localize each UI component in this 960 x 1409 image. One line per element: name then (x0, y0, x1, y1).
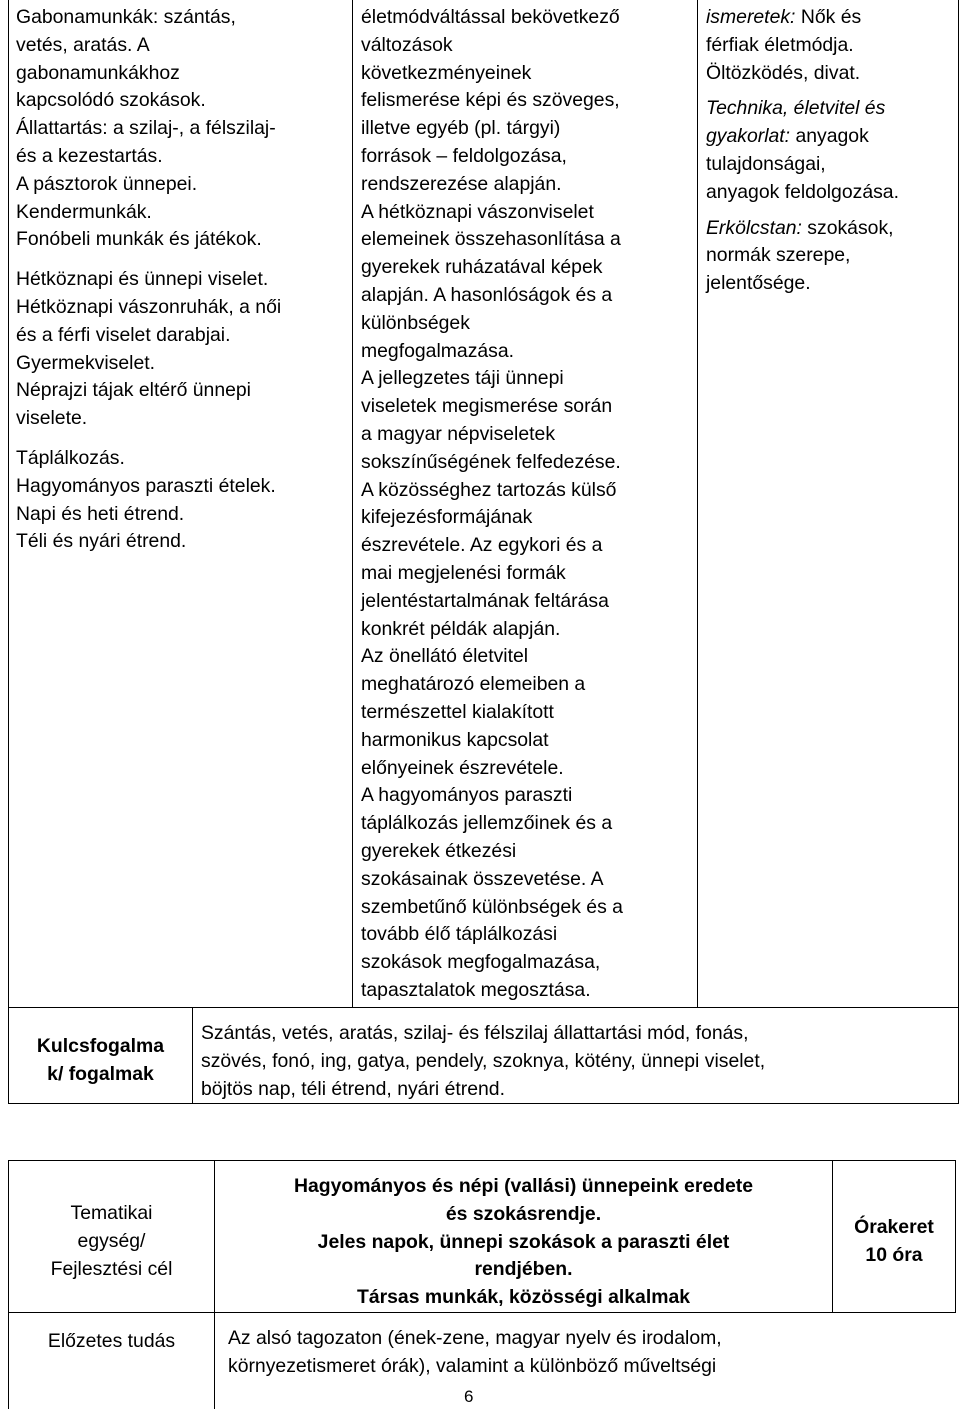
text-line: tulajdonságai, (706, 152, 826, 175)
unit-title (215, 1173, 832, 1312)
text-line: Fejlesztési cél (50, 1257, 173, 1280)
hours-value: 10 óra (865, 1243, 923, 1266)
text-line: férfiak életmódja. (706, 33, 854, 56)
table-border (955, 1160, 956, 1312)
key-concepts-label (9, 1033, 192, 1089)
text-line: környezetismeret órák), valamint a különböző műveltségi (228, 1354, 717, 1377)
text-line: Hagyományos és népi (vallási) ünnepeink eredete (293, 1175, 754, 1197)
text-line: sokszínűségének felfedezése. (361, 450, 621, 473)
text-line: viselete. (16, 407, 88, 430)
subject-label: Erkölcstan: (706, 216, 802, 239)
content-column-2 (361, 4, 695, 1005)
prior-knowledge-text (228, 1325, 954, 1381)
text-line: Hétköznapi és ünnepi viselet. (16, 268, 269, 291)
table-border (697, 0, 698, 1007)
text-line: k/ fogalmak (47, 1062, 154, 1085)
text-line: konkrét példák alapján. (361, 617, 561, 640)
text-line: mai megjelenési formák (361, 561, 566, 584)
text-line: észrevétele. Az egykori és a (361, 534, 603, 557)
text-fragment: szokások, (801, 216, 894, 239)
text-line: változások (361, 33, 453, 56)
text-line: gyerekek étkezési (361, 839, 517, 862)
text-line: elemeinek összehasonlítása a (361, 228, 621, 251)
text-line: A közösséghez tartozás külső (361, 478, 617, 501)
page-number: 6 (464, 1387, 474, 1406)
subject-label: gyakorlat: (706, 125, 791, 148)
text-fragment: Nők és (795, 6, 862, 28)
text-line: kapcsolódó szokások. (16, 89, 206, 112)
subject-label: Technika, életvitel és (706, 97, 886, 120)
table-border (958, 0, 959, 1104)
table-border (8, 0, 9, 1104)
content-column-3 (706, 4, 956, 298)
text-line: egység/ (77, 1229, 146, 1252)
text-line: Napi és heti étrend. (16, 502, 185, 525)
text-line: alapján. A hasonlóságok és a (361, 283, 613, 306)
text-line: Társas munkák, közösségi alkalmak (356, 1286, 691, 1309)
text-line: jelentéstartalmának feltárása (361, 589, 609, 612)
prior-knowledge-label (9, 1328, 214, 1356)
text-line: szembetűnő különbségek és a (361, 895, 623, 918)
nutrition-topics (16, 445, 350, 556)
text-line: következményeinek (361, 61, 532, 84)
text-line: szövés, fonó, ing, gatya, pendely, szoknya, kötény, ünnepi viselet, (201, 1049, 766, 1072)
text-line: tapasztalatok megosztása. (361, 978, 591, 1001)
text-line: illetve egyéb (pl. tárgyi) (361, 117, 561, 140)
text-line: Néprajzi tájak eltérő ünnepi (16, 379, 251, 402)
text-line: a magyar népviseletek (361, 422, 556, 445)
text-line: Állattartás: a szilaj-, a félszilaj- (16, 117, 276, 140)
text-line: meghatározó elemeiben a (361, 673, 586, 696)
clothing-topics (16, 266, 350, 433)
text-line: vetés, aratás. A (16, 33, 150, 56)
text-line: táplálkozás jellemzőinek és a (361, 812, 613, 835)
text-line: szokásainak összevetése. A (361, 867, 604, 890)
table-border (8, 1312, 956, 1313)
text-line: megfogalmazása. (361, 339, 515, 362)
text-line: szokások megfogalmazása, (361, 951, 601, 974)
text-line: böjtös nap, téli étrend, nyári étrend. (201, 1077, 505, 1100)
connection-ethnography (706, 4, 956, 87)
text-line: Öltözködés, divat. (706, 61, 861, 84)
text-line: Az alsó tagozaton (ének-zene, magyar nyelv és irodalom, (228, 1327, 722, 1349)
text-line: Hagyományos paraszti ételek. (16, 474, 276, 497)
text-line: A pásztorok ünnepei. (16, 172, 198, 195)
text-line: A jellegzetes táji ünnepi (361, 367, 564, 390)
text-line: Tematikai (70, 1202, 153, 1224)
agriculture-topics (16, 4, 350, 254)
text-line: különbségek (361, 311, 470, 334)
text-line: Gyermekviselet. (16, 351, 156, 374)
text-line: A hétköznapi vászonviselet (361, 200, 594, 223)
connection-ethics (706, 215, 956, 298)
text-line: természettel kialakított (361, 700, 554, 723)
text-line: normák szerepe, (706, 244, 851, 267)
key-concepts-text (201, 1020, 957, 1103)
text-line: Jeles napok, ünnepi szokások a paraszti élet (317, 1230, 730, 1253)
text-line: és szokásrendje. (445, 1202, 602, 1225)
text-line: tovább élő táplálkozási (361, 923, 558, 946)
text-line: és a férfi viselet darabjai. (16, 323, 231, 346)
text-line: Táplálkozás. (16, 446, 125, 469)
subject-label: ismeretek: (706, 6, 796, 28)
text-line: anyagok feldolgozása. (706, 180, 899, 203)
text-line: jelentősége. (706, 272, 811, 295)
hours-label: Órakeret (854, 1216, 934, 1238)
hours-frame (833, 1214, 955, 1270)
text-line: Fonóbeli munkák és játékok. (16, 228, 262, 251)
text-line: Szántás, vetés, aratás, szilaj- és félszilaj állattartási mód, fonás, (201, 1022, 749, 1044)
text-line: és a kezestartás. (16, 144, 163, 167)
text-line: viseletek megismerése során (361, 395, 613, 418)
content-column-1 (16, 4, 350, 556)
text-line: Téli és nyári étrend. (16, 530, 187, 553)
text-line: felismerése képi és szöveges, (361, 89, 620, 112)
text-line: Kendermunkák. (16, 200, 152, 223)
text-line: előnyeinek észrevétele. (361, 756, 564, 779)
table-border (352, 0, 353, 1007)
table-border (8, 1160, 9, 1409)
unit-label (9, 1200, 214, 1283)
table-border (8, 1007, 959, 1008)
text-line: Hétköznapi vászonruhák, a női (16, 295, 282, 318)
text-line: rendjében. (474, 1258, 573, 1281)
text-line: Az önellátó életvitel (361, 645, 529, 668)
table-border (8, 1160, 956, 1161)
text-line: életmódváltással bekövetkező (361, 6, 620, 28)
text-line: kifejezésformájának (361, 506, 533, 529)
text-line: gabonamunkákhoz (16, 61, 180, 84)
text-line: harmonikus kapcsolat (361, 728, 549, 751)
text-line: A hagyományos paraszti (361, 784, 573, 807)
table-border (192, 1007, 193, 1104)
text-fragment: anyagok (790, 125, 869, 148)
text-line: Kulcsfogalma (36, 1035, 165, 1057)
text-line: rendszerezése alapján. (361, 172, 562, 195)
text-line: Előzetes tudás (47, 1330, 176, 1352)
connection-technology (706, 95, 956, 206)
text-line: Gabonamunkák: szántás, (16, 6, 236, 28)
text-line: források – feldolgozása, (361, 144, 567, 167)
text-line: gyerekek ruházatával képek (361, 256, 603, 279)
